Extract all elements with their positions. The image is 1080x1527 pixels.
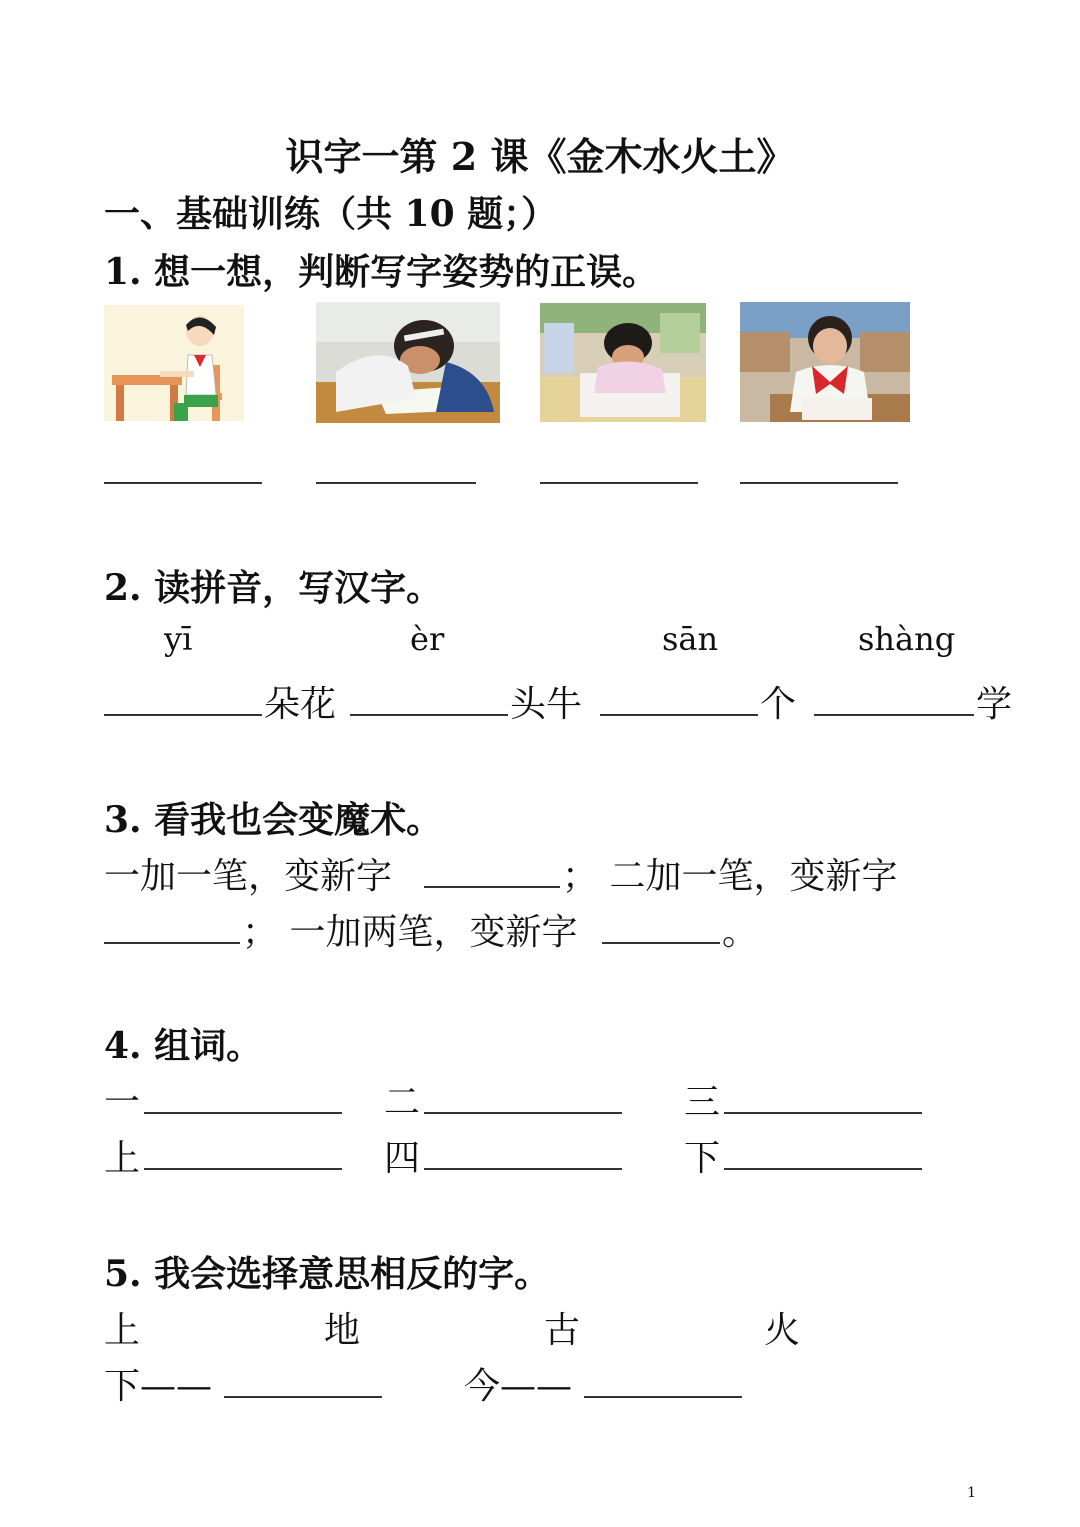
- word-prompt: 二: [384, 1082, 421, 1123]
- answer-blank[interactable]: [600, 714, 758, 716]
- answer-blank[interactable]: [316, 482, 476, 484]
- answer-blank[interactable]: [724, 1168, 922, 1170]
- option-character: 上: [104, 1310, 141, 1351]
- page-number: 1: [967, 1485, 976, 1501]
- answer-blank[interactable]: [104, 942, 240, 944]
- word-prompt: 一: [104, 1082, 141, 1123]
- pinyin: sān: [662, 620, 719, 658]
- page-title: 识字一第 2 课《金木水火土》: [285, 134, 795, 179]
- answer-blank[interactable]: [584, 1396, 742, 1398]
- word-suffix: 学: [976, 684, 1013, 725]
- option-character: 古: [544, 1310, 581, 1351]
- question-3-label: 3. 看我也会变魔术。: [104, 799, 443, 841]
- q3-text: ； 一加两笔，变新字: [242, 912, 578, 953]
- option-character: 地: [324, 1310, 361, 1351]
- word-suffix: 个: [760, 684, 797, 725]
- word-prompt: 三: [684, 1082, 721, 1123]
- question-4-label: 4. 组词。: [104, 1025, 263, 1067]
- question-2-label: 2. 读拼音，写汉字。: [104, 567, 443, 609]
- answer-blank[interactable]: [740, 482, 898, 484]
- option-character: 火: [764, 1310, 801, 1351]
- answer-blank[interactable]: [540, 482, 698, 484]
- pinyin: èr: [410, 620, 445, 658]
- answer-blank[interactable]: [144, 1112, 342, 1114]
- answer-blank[interactable]: [224, 1396, 382, 1398]
- q3-text: 。: [722, 912, 759, 953]
- girl-red-scarf-photo: [740, 302, 910, 422]
- answer-blank[interactable]: [144, 1168, 342, 1170]
- answer-blank[interactable]: [602, 942, 720, 944]
- word-suffix: 头牛: [510, 684, 583, 725]
- girl-at-desk-illustration: [104, 305, 244, 421]
- pinyin: yī: [164, 620, 193, 658]
- answer-blank[interactable]: [350, 714, 508, 716]
- answer-blank[interactable]: [104, 482, 262, 484]
- word-prompt: 下: [684, 1138, 721, 1179]
- pinyin: shàng: [858, 620, 956, 658]
- girl-writing-photo: [540, 303, 706, 422]
- answer-blank[interactable]: [724, 1112, 922, 1114]
- q3-text: 一加一笔，变新字: [104, 856, 393, 897]
- antonym-pair: 下——: [104, 1366, 213, 1407]
- answer-blank[interactable]: [424, 1168, 622, 1170]
- student-head-down-photo: [316, 302, 500, 423]
- word-prompt: 上: [104, 1138, 141, 1179]
- answer-blank[interactable]: [814, 714, 974, 716]
- antonym-pair: 今——: [464, 1366, 573, 1407]
- q3-text: ； 二加一笔，变新字: [562, 856, 898, 897]
- section-heading: 一、基础训练（共 10 题；）: [104, 193, 558, 235]
- question-1-label: 1. 想一想，判断写字姿势的正误。: [104, 251, 659, 293]
- answer-blank[interactable]: [424, 1112, 622, 1114]
- question-5-label: 5. 我会选择意思相反的字。: [104, 1253, 551, 1295]
- answer-blank[interactable]: [104, 714, 262, 716]
- word-suffix: 朵花: [264, 684, 337, 725]
- word-prompt: 四: [384, 1138, 421, 1179]
- answer-blank[interactable]: [424, 886, 560, 888]
